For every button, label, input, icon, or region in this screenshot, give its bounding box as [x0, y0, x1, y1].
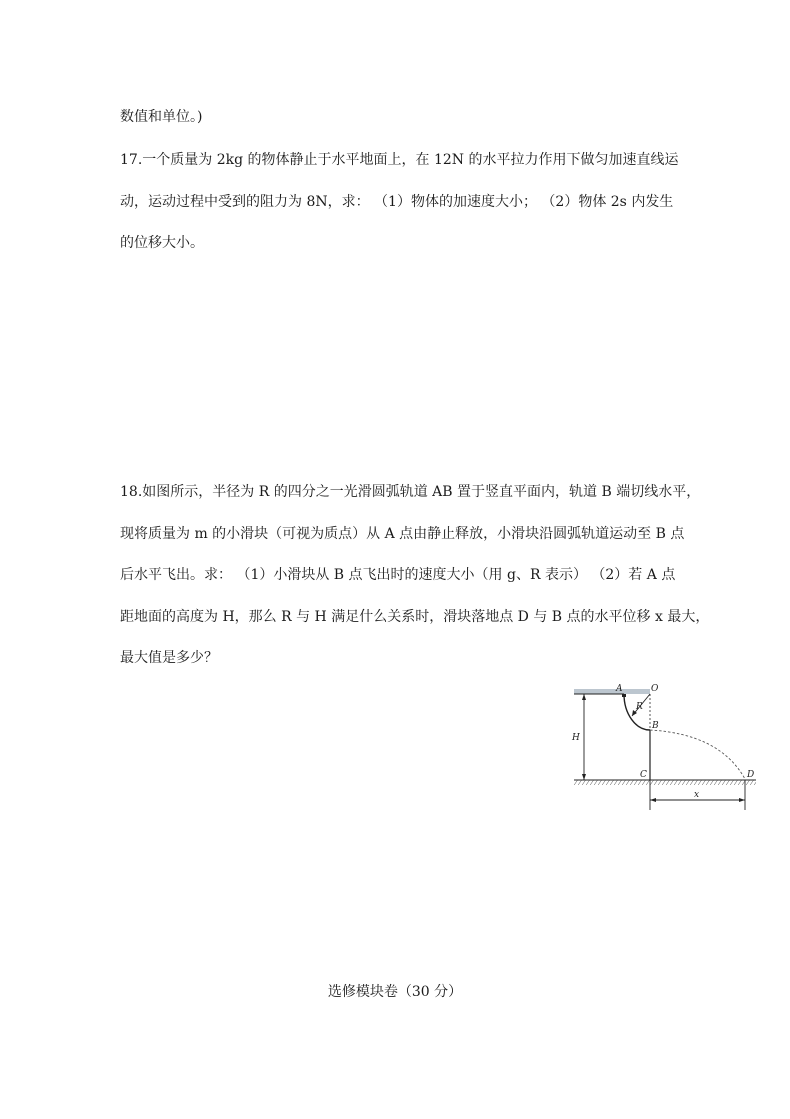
projectile-path — [650, 730, 745, 779]
ground-hatch — [574, 780, 756, 785]
question-18-line-3: 后水平飞出。求： （1）小滑块从 B 点飞出时的速度大小（用 g、R 表示） （2）若 A 点 — [120, 567, 676, 583]
question-18-line-4: 距地面的高度为 H，那么 R 与 H 满足什么关系时，滑块落地点 D 与 B 点的水平位移 x 最大， — [120, 609, 710, 625]
label-a: A — [616, 684, 623, 694]
question-17-line-1: 17.一个质量为 2kg 的物体静止于水平地面上，在 12N 的水平拉力作用下做匀加速直线运 — [120, 152, 679, 168]
question-17-line-3: 的位移大小。 — [120, 235, 204, 251]
question-18-line-2: 现将质量为 m 的小滑块（可视为质点）从 A 点由静止释放，小滑块沿圆弧轨道运动至 B 点 — [120, 526, 685, 542]
section-title: 选修模块卷（30 分） — [327, 984, 463, 1000]
label-d: D — [747, 770, 755, 780]
question-18-line-5: 最大值是多少？ — [120, 650, 218, 666]
label-r: R — [636, 702, 643, 712]
slider-block — [622, 694, 626, 697]
label-x: x — [694, 790, 700, 800]
label-c: C — [640, 770, 647, 780]
height-arrow-top — [582, 694, 586, 700]
x-arrow-right — [739, 798, 745, 802]
arc-track-diagram — [570, 682, 760, 810]
question-17-line-2: 动，运动过程中受到的阻力为 8N，求： （1）物体的加速度大小； （2）物体 2s 内发生 — [120, 194, 674, 210]
label-b: B — [652, 721, 659, 731]
arc-track-figure — [570, 682, 760, 810]
label-h: H — [572, 733, 580, 743]
height-arrow-bottom — [582, 774, 586, 780]
x-arrow-left — [650, 798, 656, 802]
question-18-line-1: 18.如图所示，半径为 R 的四分之一光滑圆弧轨道 AB 置于竖直平面内，轨道 B 端切线水平， — [120, 484, 701, 500]
top-platform — [574, 689, 650, 694]
continuation-text: 数值和单位。) — [120, 109, 203, 125]
label-o: O — [651, 684, 659, 694]
